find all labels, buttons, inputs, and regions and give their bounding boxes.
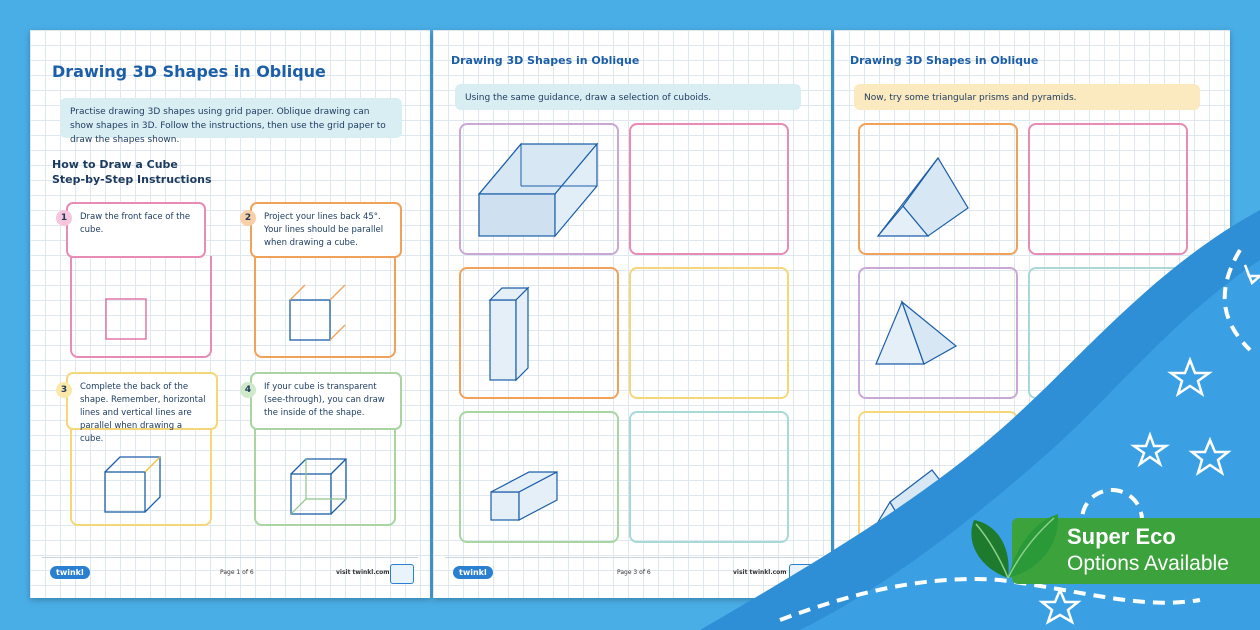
subtitle-line2: Step-by-Step Instructions (52, 173, 212, 186)
leaf-icon (960, 498, 1060, 588)
step1-text: Draw the front face of the cube. (80, 212, 191, 235)
step4-badge: 4 (240, 382, 256, 398)
twinkl-logo: twinkl (50, 566, 90, 579)
page-number: Page 1 of 6 (220, 569, 254, 576)
step4-text: If your cube is transparent (see-through), you can draw the inside of the shape. (264, 382, 385, 418)
page-title: Drawing 3D Shapes in Oblique (850, 54, 1039, 67)
instruction-banner: Now, try some triangular prisms and pyramids. (854, 84, 1200, 110)
step3-badge: 3 (56, 382, 72, 398)
eco-title: Super Eco (1067, 524, 1176, 549)
super-eco-badge (1012, 518, 1260, 584)
page-number: Page 3 of 6 (617, 569, 651, 576)
step2-text: Project your lines back 45°. Your lines should be parallel when drawing a cube. (264, 212, 384, 248)
subtitle-line1: How to Draw a Cube (52, 158, 178, 171)
instruction-banner: Using the same guidance, draw a selection of cuboids. (455, 84, 801, 110)
visit-link[interactable]: visit twinkl.com (336, 569, 390, 576)
page-title: Drawing 3D Shapes in Oblique (451, 54, 640, 67)
step1-badge: 1 (56, 210, 72, 226)
visit-link[interactable]: visit twinkl.com (733, 569, 787, 576)
intro-banner: Practise drawing 3D shapes using grid paper. Oblique drawing can show shapes in 3D. Follow the instructions, then use the grid paper to draw the shapes shown. (60, 98, 402, 138)
step3-text: Complete the back of the shape. Remember, horizontal lines and vertical lines are parallel when drawing a cube. (80, 382, 206, 444)
step2-badge: 2 (240, 210, 256, 226)
twinkl-logo: twinkl (453, 566, 493, 579)
eco-subtitle: Options Available (1067, 552, 1229, 575)
page-title: Drawing 3D Shapes in Oblique (52, 62, 326, 81)
